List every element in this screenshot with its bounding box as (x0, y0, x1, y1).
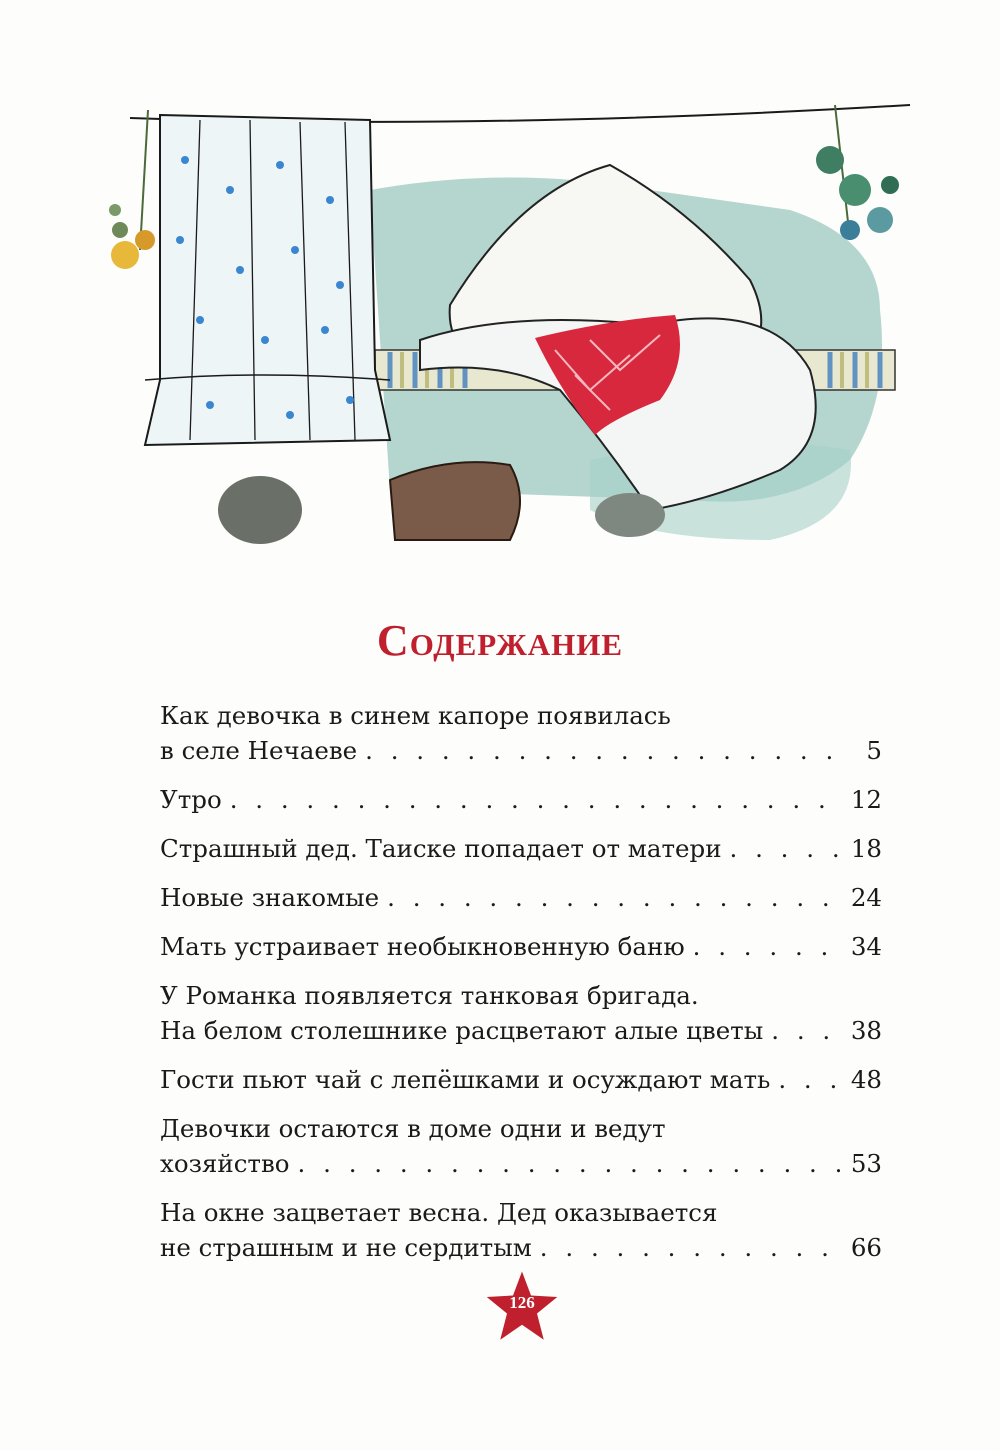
dot-leader (771, 1013, 840, 1048)
toc-line (160, 978, 882, 1013)
toc-line (160, 1146, 882, 1181)
toc-entry-title: На окне зацветает весна. Дед оказывается (160, 1198, 718, 1227)
toc-line (160, 880, 882, 915)
toc-line (160, 733, 882, 768)
laundry-drawing (90, 70, 920, 570)
toc-line (160, 698, 882, 733)
toc-entry (160, 831, 882, 866)
toc-entry (160, 1062, 882, 1097)
toc-page-number: 12 (850, 785, 882, 814)
toc-entry-title: Как девочка в синем капоре появилась (160, 701, 671, 730)
toc-entry-title: Гости пьют чай с лепёшками и осуждают мать (160, 1065, 771, 1094)
page-title: Содержание (376, 616, 624, 665)
toc-line (160, 1013, 882, 1048)
toc-entry-title: У Романка появляется танковая бригада. (160, 981, 699, 1010)
toc-entry (160, 782, 882, 817)
toc-entry (160, 1111, 882, 1181)
toc-entry (160, 978, 882, 1048)
toc-entry-title: Девочки остаются в доме одни и ведут (160, 1114, 666, 1143)
toc-page-number: 18 (850, 834, 882, 863)
toc-entry-title: не страшным и не сердитым (160, 1233, 532, 1262)
dot-leader (540, 1230, 840, 1265)
toc-page-number: 66 (850, 1233, 882, 1262)
washing-line-illustration (90, 70, 920, 570)
dot-leader (298, 1146, 840, 1181)
dot-leader (387, 880, 840, 915)
toc-line (160, 1111, 882, 1146)
toc-entry (160, 880, 882, 915)
toc-entry-title: в селе Нечаеве (160, 736, 358, 765)
dot-leader (693, 929, 840, 964)
page-number: 126 (509, 1293, 535, 1312)
toc-page-number: 53 (850, 1149, 882, 1178)
dot-leader (778, 1062, 840, 1097)
toc-entry-title: Новые знакомые (160, 883, 380, 912)
toc-entry-title: Мать устраивает необыкновенную баню (160, 932, 685, 961)
toc-entry-title: Утро (160, 785, 222, 814)
toc-line (160, 782, 882, 817)
toc-page-number: 24 (850, 883, 882, 912)
toc-page-number: 38 (850, 1016, 882, 1045)
toc-entry (160, 929, 882, 964)
toc-line (160, 831, 882, 866)
toc-page-number: 5 (866, 736, 882, 765)
dot-leader (230, 782, 840, 817)
toc-entry-title: хозяйство (160, 1149, 290, 1178)
toc-entry (160, 1195, 882, 1265)
toc-entry (160, 698, 882, 768)
toc-line (160, 1062, 882, 1097)
toc-entry-title: На белом столешнике расцветают алые цветы (160, 1016, 764, 1045)
dot-leader (365, 733, 840, 768)
toc-entry-title: Страшный дед. Таиске попадает от матери (160, 834, 722, 863)
toc-page-number: 48 (850, 1065, 882, 1094)
table-of-contents (160, 698, 882, 1279)
dot-leader (730, 831, 840, 866)
toc-line (160, 1195, 882, 1230)
toc-line (160, 1230, 882, 1265)
toc-page-number: 34 (850, 932, 882, 961)
toc-line (160, 929, 882, 964)
